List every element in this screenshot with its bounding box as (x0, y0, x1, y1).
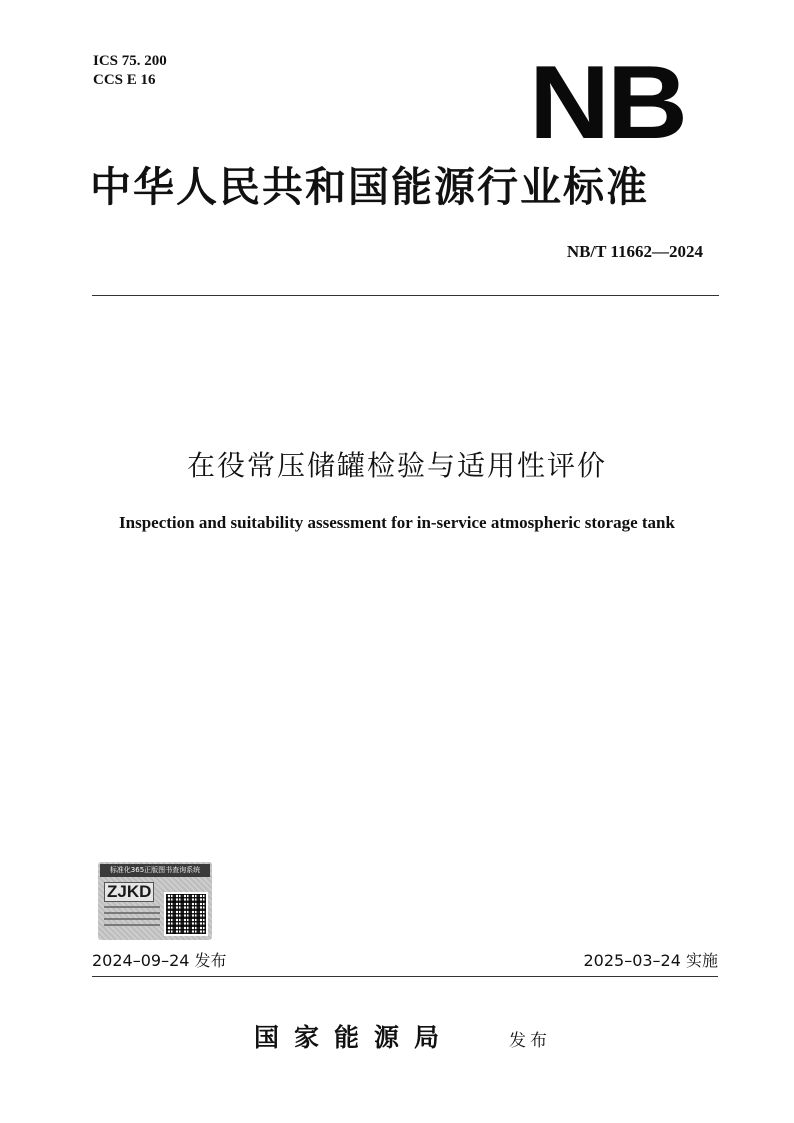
ccs-code: CCS E 16 (93, 72, 156, 88)
ics-code: ICS 75. 200 (93, 53, 167, 69)
document-title-chinese: 在役常压储罐检验与适用性评价 (186, 449, 607, 482)
bottom-divider (92, 976, 718, 977)
label-band-text: 标准化365正版图书查询系统 (100, 864, 210, 877)
nb-logo: NB (529, 45, 685, 161)
anti-counterfeit-label (98, 862, 212, 940)
qr-code-icon (164, 892, 208, 936)
publisher-name: 国家能源局 (254, 1023, 455, 1052)
label-fine-print (104, 906, 160, 934)
classification-codes (93, 52, 167, 90)
publish-label: 发布 (509, 1031, 551, 1051)
standard-type-heading: 中华人民共和国能源行业标准 (90, 163, 649, 211)
document-title-english: Inspection and suitability assessment for in-service atmospheric storage tank (119, 513, 675, 532)
top-divider (92, 295, 719, 296)
label-logo: ZJKD (104, 882, 154, 902)
standard-number: NB/T 11662—2024 (566, 242, 703, 261)
implementation-date: 2025–03–24 实施 (583, 951, 718, 970)
issue-date: 2024–09–24 发布 (92, 951, 227, 970)
